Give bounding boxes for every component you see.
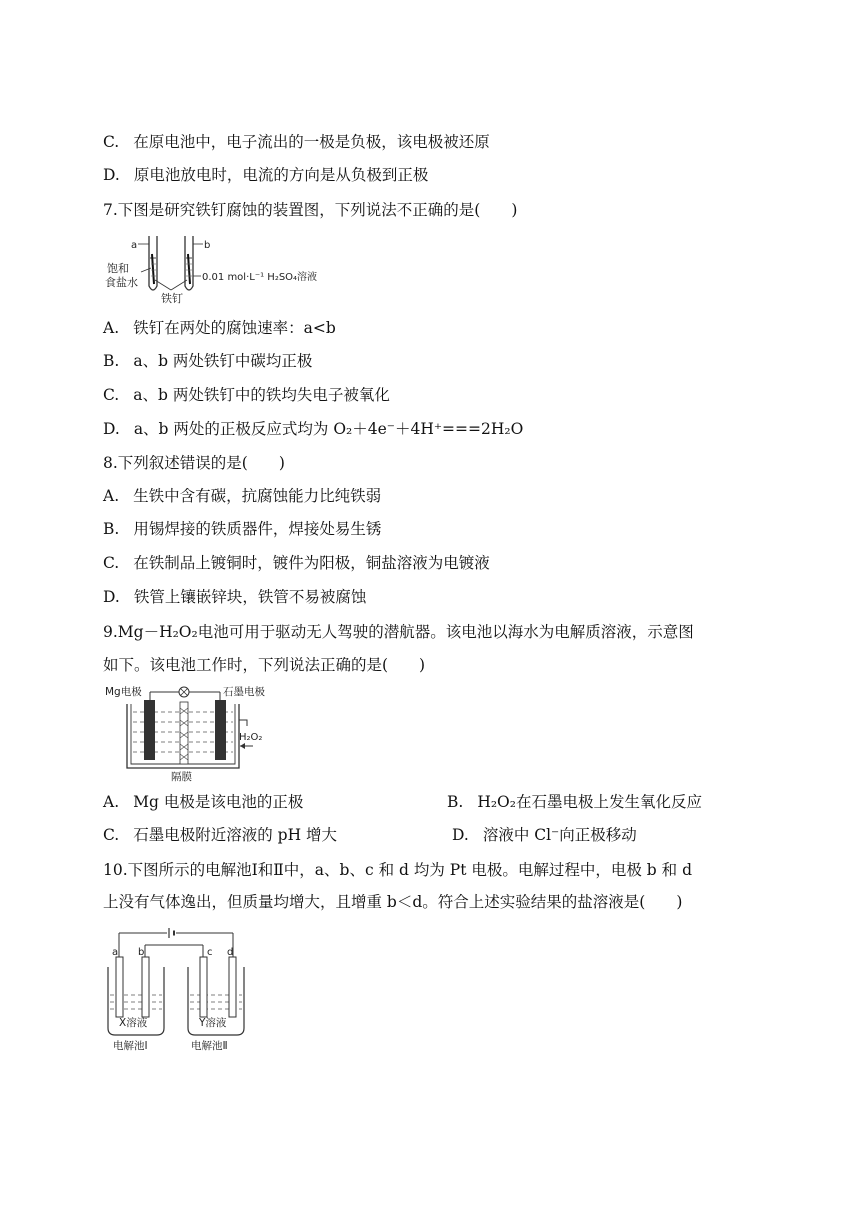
q9-figure	[103, 684, 265, 783]
option-label: C.	[103, 386, 120, 404]
option-text: 铁管上镶嵌锌块，铁管不易被腐蚀	[133, 588, 367, 606]
label-mg: Mg电极	[105, 686, 142, 698]
option-label: B.	[103, 352, 120, 370]
q7-option-a	[103, 317, 336, 339]
option-label: B.	[447, 793, 464, 811]
option-text: 在铁制品上镀铜时，镀件为阳极，铜盐溶液为电镀液	[133, 554, 490, 572]
option-label: D.	[103, 588, 120, 606]
label-a: a	[131, 240, 138, 251]
option-text: 铁钉在两处的腐蚀速率：a<b	[133, 319, 336, 337]
option-text: H₂O₂在石墨电极上发生氧化反应	[477, 793, 702, 811]
option-text: a、b 两处铁钉中的铁均失电子被氧化	[133, 386, 390, 404]
label-b: b	[204, 240, 211, 251]
option-text: 溶液中 Cl⁻向正极移动	[482, 826, 637, 844]
q9-stem-line1: 9.Mg－H₂O₂电池可用于驱动无人驾驶的潜航器。该电池以海水为电解质溶液，示意图	[103, 623, 694, 641]
q7-option-c	[103, 384, 390, 406]
label-x: X溶液	[119, 1017, 148, 1029]
q6-option-d	[103, 164, 428, 186]
q9-option-a	[103, 791, 303, 813]
option-label: D.	[103, 420, 120, 438]
label-acid: 0.01 mol·L⁻¹ H₂SO₄溶液	[202, 272, 318, 283]
label-y: Y溶液	[199, 1017, 227, 1029]
option-label: A.	[103, 793, 120, 811]
option-label: C.	[103, 554, 120, 572]
option-label: D.	[103, 166, 120, 184]
option-text: 用锡焊接的铁质器件，焊接处易生锈	[133, 520, 382, 538]
q8-option-a	[103, 485, 381, 507]
option-label: A.	[103, 319, 120, 337]
label-d: d	[227, 947, 234, 958]
label-c: c	[207, 947, 213, 958]
q8-option-c	[103, 552, 490, 574]
label-b: b	[138, 947, 145, 958]
label-nail: 铁钉	[161, 292, 183, 305]
q8-stem: 8.下列叙述错误的是( )	[103, 454, 285, 472]
option-label: B.	[103, 520, 120, 538]
q7-figure	[105, 234, 355, 304]
q9-option-d	[452, 824, 637, 846]
option-label: A.	[103, 487, 120, 505]
option-text: Mg 电极是该电池的正极	[133, 793, 304, 811]
q7-stem: 7.下图是研究铁钉腐蚀的装置图，下列说法不正确的是( )	[103, 201, 518, 219]
q6-option-c	[103, 131, 490, 153]
caption-2: 电解池Ⅱ	[191, 1040, 228, 1052]
option-label: C.	[103, 826, 120, 844]
q8-option-d	[103, 586, 366, 608]
label-saltwater-2: 食盐水	[105, 276, 138, 289]
option-text: 生铁中含有碳，抗腐蚀能力比纯铁弱	[133, 487, 382, 505]
q7-option-d	[103, 418, 523, 440]
q9-stem-line2: 如下。该电池工作时，下列说法正确的是( )	[103, 656, 426, 674]
q7-option-b	[103, 350, 312, 372]
q10-stem-line1: 10.下图所示的电解池Ⅰ和Ⅱ中，a、b、c 和 d 均为 Pt 电极。电解过程中，电极 b 和 d	[103, 861, 692, 879]
label-a: a	[112, 947, 119, 958]
label-h2o2: H₂O₂	[239, 732, 263, 743]
option-text: a、b 两处的正极反应式均为 O₂＋4e⁻＋4H⁺===2H₂O	[133, 420, 524, 438]
option-text: a、b 两处铁钉中碳均正极	[133, 352, 313, 370]
option-text: 原电池放电时，电流的方向是从负极到正极	[133, 166, 429, 184]
q8-option-b	[103, 518, 381, 540]
label-graphite: 石墨电极	[223, 686, 265, 698]
option-label: D.	[452, 826, 469, 844]
q10-figure	[103, 925, 253, 1053]
q9-option-c	[103, 824, 337, 846]
q9-option-b	[447, 791, 702, 813]
label-saltwater-1: 饱和	[107, 262, 129, 275]
option-text: 石墨电极附近溶液的 pH 增大	[133, 826, 338, 844]
caption-1: 电解池Ⅰ	[113, 1040, 148, 1052]
label-membrane: 隔膜	[171, 771, 192, 783]
option-label: C.	[103, 133, 120, 151]
option-text: 在原电池中，电子流出的一极是负极，该电极被还原	[133, 133, 490, 151]
q10-stem-line2: 上没有气体逸出，但质量均增大，且增重 b＜d。符合上述实验结果的盐溶液是( )	[103, 893, 683, 911]
